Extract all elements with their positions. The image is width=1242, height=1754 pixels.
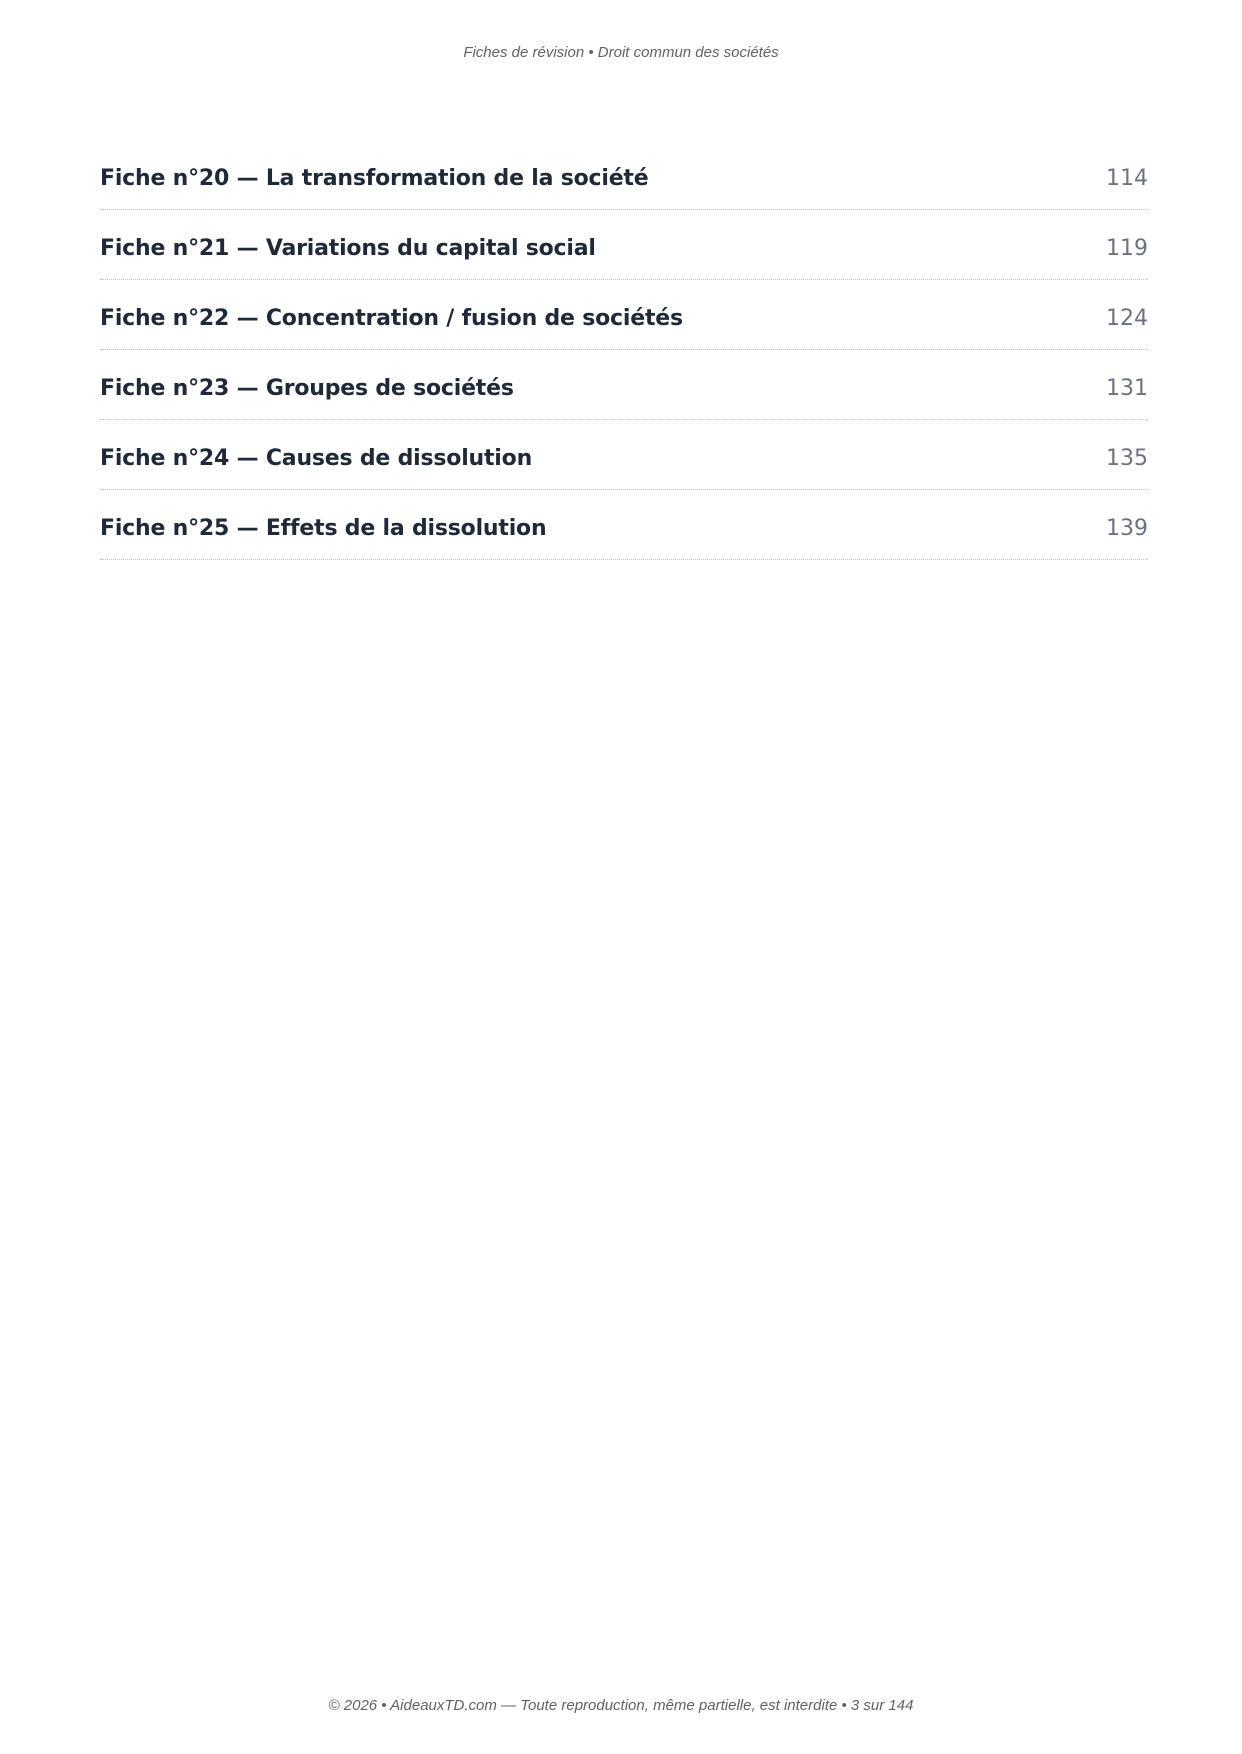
toc-entry-title: Fiche n°21 — Variations du capital social (100, 236, 596, 261)
toc-entry-page-number: 135 (1106, 446, 1148, 471)
toc-entry-fiche-22[interactable] (100, 280, 1148, 350)
running-header: Fiches de révision • Droit commun des sociétés (463, 44, 779, 61)
toc-entry-fiche-20[interactable] (100, 140, 1148, 210)
toc-entry-page-number: 139 (1106, 516, 1148, 541)
table-of-contents (100, 140, 1148, 560)
running-footer: © 2026 • AideauxTD.com — Toute reproduction, même partielle, est interdite • 3 sur 144 (328, 1697, 914, 1714)
toc-entry-title: Fiche n°25 — Effets de la dissolution (100, 516, 547, 541)
toc-entry-page-number: 119 (1106, 236, 1148, 261)
toc-entry-fiche-21[interactable] (100, 210, 1148, 280)
toc-entry-page-number: 124 (1106, 306, 1148, 331)
toc-entry-title: Fiche n°24 — Causes de dissolution (100, 446, 533, 471)
toc-entry-title: Fiche n°23 — Groupes de sociétés (100, 376, 514, 401)
toc-entry-fiche-24[interactable] (100, 420, 1148, 490)
toc-entry-title: Fiche n°22 — Concentration / fusion de sociétés (100, 306, 683, 331)
toc-entry-page-number: 114 (1106, 166, 1148, 191)
toc-entry-page-number: 131 (1106, 376, 1148, 401)
toc-entry-title: Fiche n°20 — La transformation de la société (100, 166, 649, 191)
toc-entry-fiche-23[interactable] (100, 350, 1148, 420)
toc-entry-fiche-25[interactable] (100, 490, 1148, 560)
